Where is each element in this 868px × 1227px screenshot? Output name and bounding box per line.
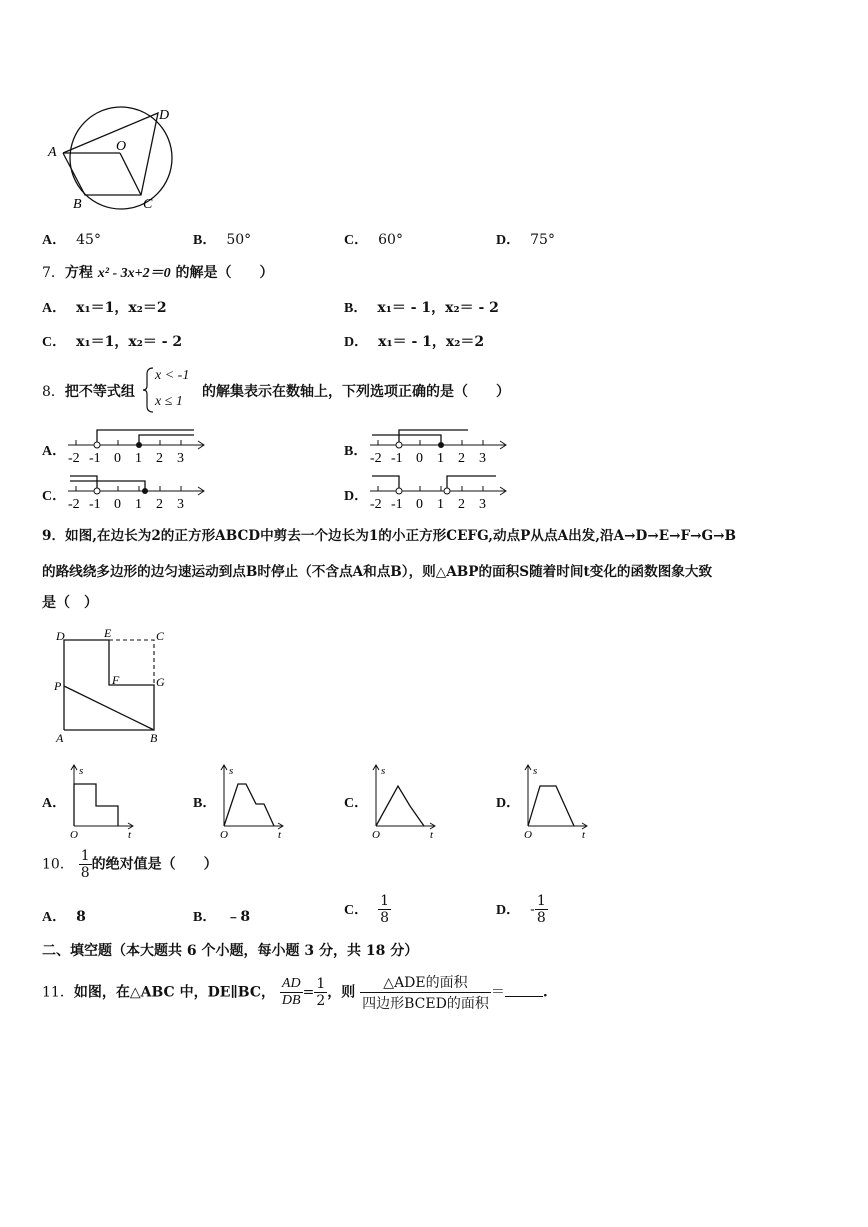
- svg-text:P: P: [54, 679, 62, 693]
- number-line-a: [66, 426, 206, 464]
- svg-text:3: 3: [479, 497, 486, 510]
- svg-text:0: 0: [114, 451, 121, 464]
- svg-text:-1: -1: [89, 497, 101, 510]
- svg-text:F: F: [112, 673, 120, 687]
- q6-option-d[interactable]: D． 75°: [496, 232, 555, 248]
- svg-text:G: G: [156, 675, 165, 689]
- q7-option-d[interactable]: D． x₁＝ - 1，x₂＝2: [344, 334, 485, 350]
- svg-text:2: 2: [458, 497, 465, 510]
- circle-figure: [40, 98, 185, 210]
- svg-text:1: 1: [135, 451, 142, 464]
- q10-option-a[interactable]: A． 8: [42, 909, 86, 925]
- q7-stem: 7．方程 x² - 3x+2＝0 的解是（ ）: [42, 265, 274, 281]
- q10-option-c[interactable]: C． $\frac{1}{8}$: [344, 893, 390, 926]
- svg-text:3: 3: [177, 451, 184, 464]
- square-figure: [52, 626, 172, 748]
- q8-option-d[interactable]: D．: [344, 489, 369, 504]
- q9-option-d[interactable]: D．: [496, 796, 521, 811]
- svg-text:A: A: [56, 731, 64, 745]
- q8-num: 8．把不等式组: [42, 384, 135, 400]
- svg-text:E: E: [104, 626, 112, 640]
- svg-text:2: 2: [156, 451, 163, 464]
- svg-text:1: 1: [135, 497, 142, 510]
- q8-sys-line2: x ≤ 1: [155, 394, 183, 409]
- label-o: O: [116, 139, 127, 154]
- svg-text:2: 2: [156, 497, 163, 510]
- svg-text:1: 1: [437, 451, 444, 464]
- q9-option-a[interactable]: A．: [42, 796, 67, 811]
- q9-line1: 9．如图,在边长为2的正方形ABCD中剪去一个边长为1的小正方形CEFG,动点P从点A出发,沿A→D→E→F→G→B: [42, 528, 736, 544]
- svg-text:D: D: [56, 629, 65, 643]
- svg-text:-2: -2: [370, 497, 382, 510]
- svg-text:3: 3: [177, 497, 184, 510]
- q7-option-b[interactable]: B． x₁＝ - 1，x₂＝ - 2: [344, 300, 499, 316]
- q8-option-c[interactable]: C．: [42, 489, 67, 504]
- graph-c: [368, 762, 440, 840]
- q8-stem-post: 的解集表示在数轴上，下列选项正确的是（ ）: [202, 384, 510, 400]
- graph-b: [216, 762, 288, 840]
- svg-text:-2: -2: [68, 497, 80, 510]
- graph-d: [520, 762, 592, 840]
- svg-text:O: O: [524, 829, 532, 840]
- inequality-brace: [141, 366, 155, 414]
- q10-option-d[interactable]: D． - $\frac{1}{8}$: [496, 893, 546, 926]
- tick-labels: [68, 451, 184, 464]
- q6-option-b[interactable]: B． 50°: [193, 232, 252, 248]
- svg-text:t: t: [582, 829, 586, 840]
- label-b: B: [73, 197, 82, 210]
- svg-text:O: O: [220, 829, 228, 840]
- q7-option-a[interactable]: A． x₁＝1，x₂＝2: [42, 300, 167, 316]
- q9-line2: 的路线绕多边形的边匀速运动到点B时停止（不含点A和点B），则△ABP的面积S随着时间t变化的函数图象大致: [42, 564, 713, 580]
- svg-text:-2: -2: [370, 451, 382, 464]
- number-line-b: [368, 426, 508, 464]
- svg-text:t: t: [278, 829, 282, 840]
- number-line-c: [66, 472, 206, 510]
- label-c: C: [143, 197, 153, 210]
- q8-sys-line1: x < -1: [155, 368, 190, 383]
- svg-text:s: s: [381, 765, 386, 777]
- svg-text:B: B: [150, 731, 158, 745]
- number-line-d: [368, 472, 508, 510]
- svg-text:0: 0: [416, 451, 423, 464]
- svg-text:-1: -1: [89, 451, 101, 464]
- svg-text:s: s: [229, 765, 234, 777]
- svg-text:0: 0: [114, 497, 121, 510]
- q8-option-a[interactable]: A．: [42, 444, 67, 459]
- svg-text:t: t: [128, 829, 132, 840]
- svg-text:0: 0: [416, 497, 423, 510]
- q9-line3: 是（ ）: [42, 595, 98, 611]
- svg-text:C: C: [156, 629, 165, 643]
- q9-option-b[interactable]: B．: [193, 796, 217, 811]
- graph-a: [66, 762, 138, 840]
- q6-option-a[interactable]: A． 45°: [42, 232, 101, 248]
- q9-option-c[interactable]: C．: [344, 796, 369, 811]
- label-d: D: [159, 108, 170, 123]
- q7-option-c[interactable]: C． x₁＝1，x₂＝ - 2: [42, 334, 183, 350]
- svg-text:2: 2: [458, 451, 465, 464]
- q11-stem: 11．如图，在△ABC 中，DE∥BC， $\frac{AD}{DB}$ = $\frac{1}{2}$ ，则 $\frac{\text{△ADE的面积}}{\text{四边形BCED的面积}}$ ＝ .: [42, 972, 548, 1013]
- svg-text:s: s: [79, 765, 84, 777]
- q8-option-b[interactable]: B．: [344, 444, 368, 459]
- svg-text:3: 3: [479, 451, 486, 464]
- svg-text:-1: -1: [391, 451, 403, 464]
- section-heading: 二、填空题（本大题共 6 个小题，每小题 3 分，共 18 分）: [42, 943, 419, 959]
- svg-text:1: 1: [437, 497, 444, 510]
- svg-text:O: O: [372, 829, 380, 840]
- svg-text:t: t: [430, 829, 434, 840]
- q10-stem: 10． $\frac{1}{8}$ 的绝对值是（ ）: [42, 848, 218, 881]
- q6-option-c[interactable]: C． 60°: [344, 232, 403, 248]
- svg-text:-1: -1: [391, 497, 403, 510]
- svg-text:-2: -2: [68, 451, 80, 464]
- svg-text:O: O: [70, 829, 78, 840]
- q10-option-b[interactable]: B． ﹣8: [193, 909, 251, 925]
- svg-text:s: s: [533, 765, 538, 777]
- label-a: A: [48, 145, 57, 160]
- answer-blank[interactable]: [505, 984, 543, 997]
